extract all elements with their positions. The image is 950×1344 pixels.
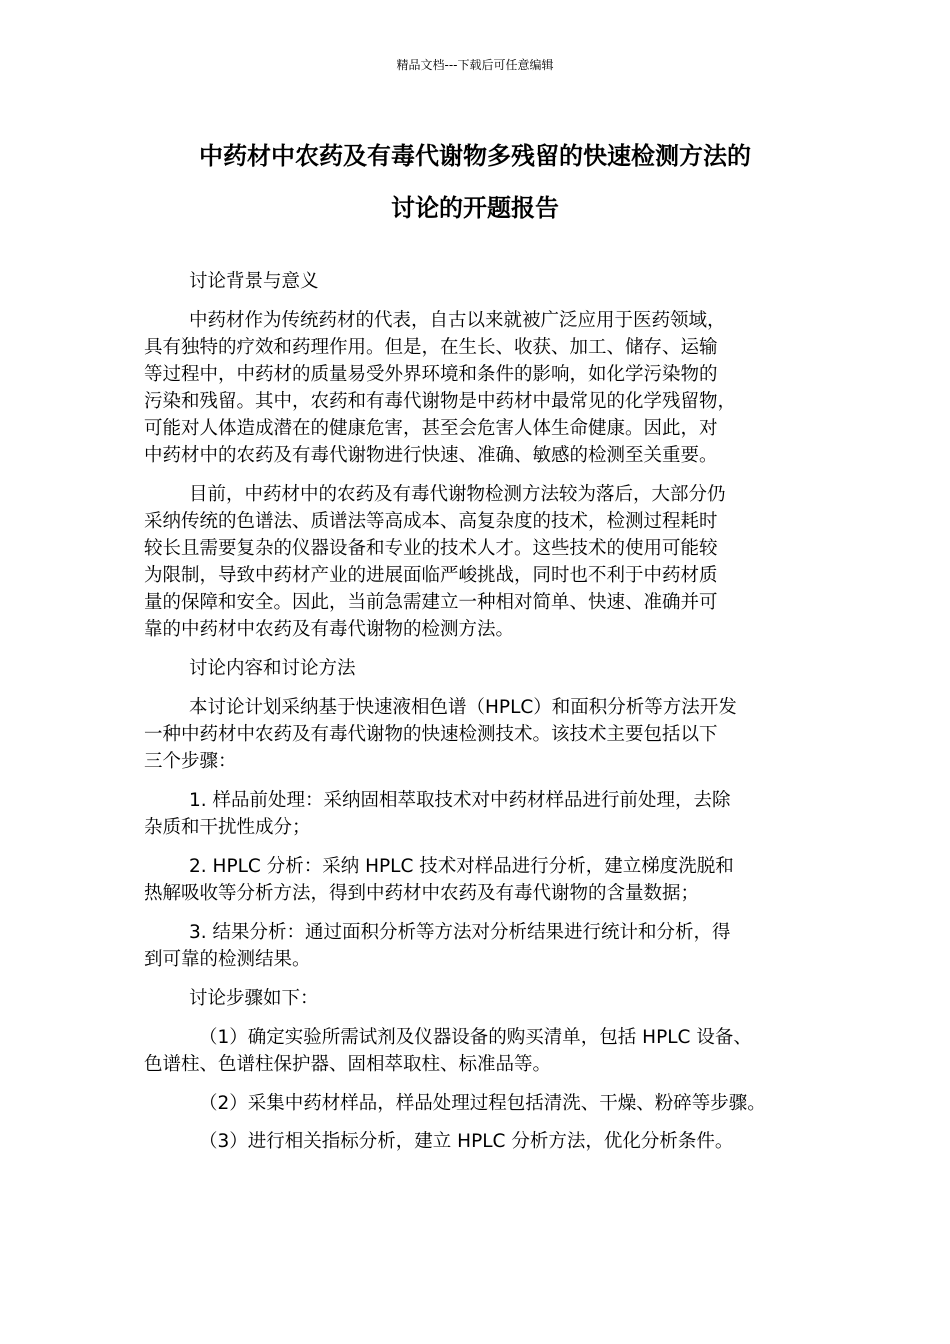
title-line-2: 讨论的开题报告 (391, 194, 559, 222)
paragraph-plan: 本讨论计划采纳基于快速液相色谱（HPLC）和面积分析等方法开发 一种中药材中农药及有毒代谢物的快速检测技术。该技术主要包括以下 三个步骤： (144, 697, 737, 772)
list-item-1: （1）确定实验所需试剂及仪器设备的购买清单，包括 HPLC 设备、 色谱柱、色谱柱保护器、固相萃取柱、标准品等。 (144, 1027, 752, 1075)
document-body (144, 268, 806, 1155)
paragraph-background: 中药材作为传统药材的代表，自古以来就被广泛应用于医药领域， 具有独特的疗效和药理作用。但是，在生长、收获、加工、储存、运输 等过程中，中药材的质量易受外界环境和条件的影响，如化学污染物的 污染和残留。其中，农药和有毒代谢物是中药材中最常见的化学残留物， 可能对人体造成潜在的健康危害，甚至会危害人体生命健康。因此，对 中药材中的农药及有毒代谢物进行快速、准确、敏感的检测至关重要。 (144, 310, 737, 466)
page-header: 精品文档---下载后可任意编辑 (396, 58, 554, 72)
list-item-2: （2）采集中药材样品，样品处理过程包括清洗、干燥、粉碎等步骤。 (199, 1093, 766, 1114)
section-heading-background: 讨论背景与意义 (189, 271, 319, 292)
title-line-1: 中药材中农药及有毒代谢物多残留的快速检测方法的 (199, 142, 751, 170)
step-result-analysis: 3. 结果分析：通过面积分析等方法对分析结果进行统计和分析，得 到可靠的检测结果。 (144, 922, 731, 970)
step-sample-pretreatment: 1. 样品前处理：采纳固相萃取技术对中药材样品进行前处理，去除 杂质和干扰性成分； (144, 790, 731, 838)
section-heading-methods: 讨论内容和讨论方法 (189, 658, 356, 679)
step-hplc-analysis: 2. HPLC 分析：采纳 HPLC 技术对样品进行分析，建立梯度洗脱和 热解吸收等分析方法，得到中药材中农药及有毒代谢物的含量数据； (144, 856, 734, 904)
list-item-3: （3）进行相关指标分析，建立 HPLC 分析方法，优化分析条件。 (199, 1131, 734, 1152)
document-title (100, 130, 850, 234)
section-heading-steps: 讨论步骤如下： (189, 988, 319, 1009)
paragraph-current-methods: 目前，中药材中的农药及有毒代谢物检测方法较为落后，大部分仍 采纳传统的色谱法、质谱法等高成本、高复杂度的技术，检测过程耗时 较长且需要复杂的仪器设备和专业的技术人才。这些技术的使用可能较 为限制，导致中药材产业的进展面临严峻挑战，同时也不利于中药材质 量的保障和安全。因此，当前急需建立一种相对简单、快速、准确并可 靠的中药材中农药及有毒代谢物的检测方法。 (144, 484, 726, 640)
